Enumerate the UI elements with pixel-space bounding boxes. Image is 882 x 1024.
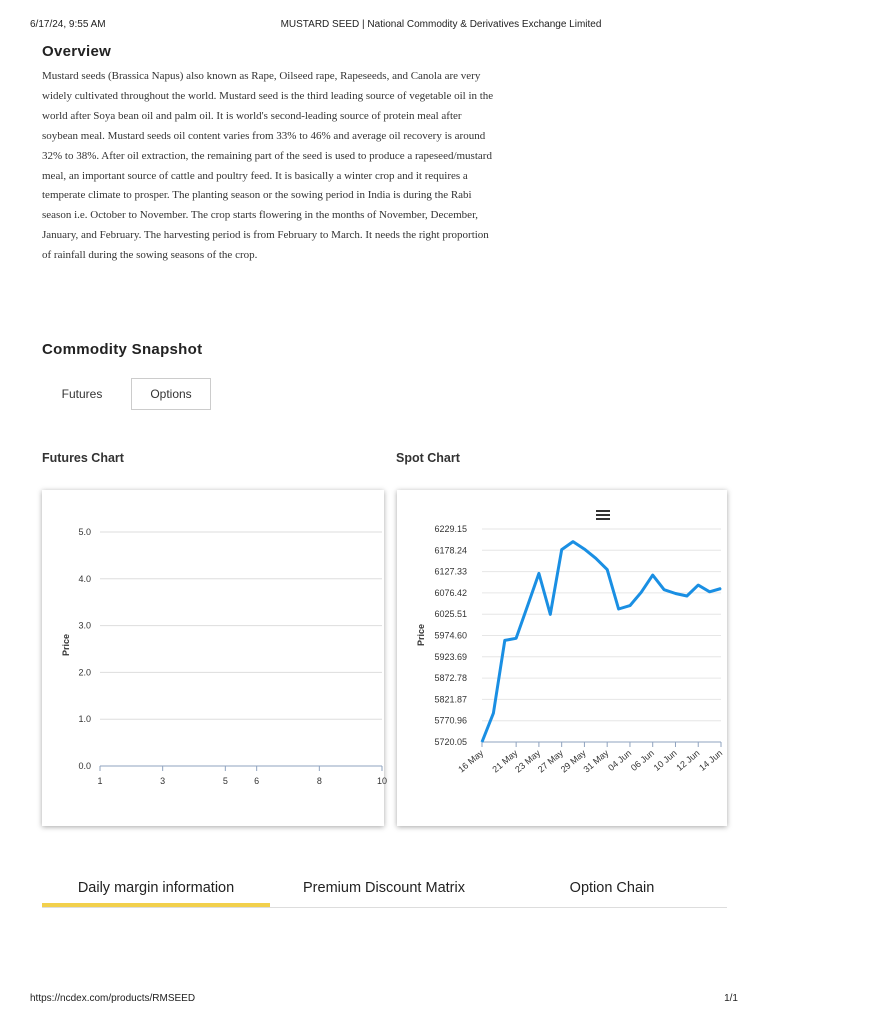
data-point — [607, 569, 608, 570]
x-tick-label: 12 Jun — [674, 747, 702, 773]
data-point — [584, 549, 585, 550]
data-point — [493, 713, 494, 714]
data-point — [686, 596, 687, 597]
print-page-title: MUSTARD SEED | National Commodity & Derivatives Exchange Limited — [280, 19, 602, 30]
data-point — [698, 585, 699, 586]
data-point — [664, 589, 665, 590]
data-point — [641, 592, 642, 593]
tab-futures[interactable]: Futures — [61, 387, 103, 401]
y-tick-label: 5720.05 — [434, 737, 467, 747]
snapshot-heading: Commodity Snapshot — [42, 341, 203, 358]
data-point — [652, 575, 653, 576]
x-tick-label: 5 — [222, 776, 228, 786]
tab-option-chain[interactable]: Option Chain — [569, 880, 655, 896]
y-axis-title: Price — [416, 623, 426, 647]
data-point — [550, 614, 551, 615]
print-datetime: 6/17/24, 9:55 AM — [30, 19, 106, 30]
data-point — [538, 573, 539, 574]
y-tick-label: 5872.78 — [434, 673, 467, 684]
tab-divider — [42, 907, 727, 908]
data-point — [629, 605, 630, 606]
spot-chart-heading: Spot Chart — [396, 451, 460, 465]
data-point — [595, 558, 596, 559]
data-point — [516, 638, 517, 639]
futures-chart-card — [42, 490, 388, 826]
x-tick-label: 16 May — [456, 747, 486, 775]
x-tick-label: 14 Jun — [697, 747, 725, 773]
data-point — [482, 742, 483, 743]
print-header — [0, 19, 768, 33]
x-tick-label: 10 Jun — [651, 747, 679, 773]
y-tick-label: 1.0 — [78, 714, 91, 725]
x-tick-label: 04 Jun — [606, 747, 634, 773]
x-tick-label: 6 — [254, 776, 260, 786]
x-tick-label: 31 May — [581, 747, 611, 775]
y-tick-label: 5821.87 — [434, 694, 467, 705]
spot-chart-card — [397, 490, 727, 826]
y-tick-label: 6127.33 — [434, 566, 467, 577]
y-tick-label: 5974.60 — [434, 630, 467, 641]
tab-premium-discount-matrix[interactable]: Premium Discount Matrix — [303, 880, 465, 896]
y-axis-title: Price — [61, 633, 71, 657]
y-tick-label: 6178.24 — [434, 545, 467, 556]
y-tick-label: 3.0 — [78, 620, 91, 631]
overview-body: Mustard seeds (Brassica Napus) also known as Rape, Oilseed rape, Rapeseeds, and Canola are very widely cultivated throughout the world. Mustard seed is the third leading source of vegetable oil in the world after Soya bean oil and palm oil. It is world's second-leading source of protein meal after soybean meal. Mustard seeds oil content varies from 33% to 46% and average oil recovery is around 32% to 38%. After oil extraction, the remaining part of the seed is used to produce a rapeseed/mustard meal, an important source of cattle and poultry feed. It is basically a winter crop and it requires a temperate climate to prosper. The planting season or the sowing period in India is during the Rabi season i.e. October to November. The crop starts flowering in the months of November, December, January, and February. The harvesting period is from February to March. It needs the right proportion of rainfall during the sowing seasons of the crop. — [42, 70, 494, 262]
y-tick-label: 6076.42 — [434, 587, 467, 598]
data-point — [709, 591, 710, 592]
y-tick-label: 6025.51 — [434, 609, 467, 620]
x-tick-label: 21 May — [490, 747, 520, 775]
x-tick-label: 23 May — [513, 747, 543, 775]
data-point — [721, 588, 722, 589]
overview-heading: Overview — [42, 43, 112, 60]
x-tick-label: 06 Jun — [628, 747, 656, 773]
x-tick-label: 27 May — [535, 747, 565, 775]
print-page-number: 1/1 — [724, 993, 738, 1004]
data-point — [573, 541, 574, 542]
futures-chart — [42, 490, 388, 826]
x-tick-label: 29 May — [558, 747, 588, 775]
tab-daily-margin-information[interactable]: Daily margin information — [77, 880, 235, 896]
data-point — [675, 593, 676, 594]
menu-icon[interactable] — [596, 510, 610, 522]
data-point — [527, 606, 528, 607]
y-tick-label: 2.0 — [78, 667, 91, 678]
y-tick-label: 5.0 — [78, 527, 91, 537]
x-tick-label: 3 — [160, 776, 166, 786]
x-tick-label: 10 — [376, 776, 388, 786]
x-tick-label: 8 — [316, 776, 322, 786]
tab-options[interactable]: Options — [131, 378, 211, 410]
data-point — [504, 640, 505, 641]
spot-chart — [397, 490, 727, 826]
print-url: https://ncdex.com/products/RMSEED — [30, 993, 196, 1004]
futures-chart-heading: Futures Chart — [42, 451, 124, 465]
data-point — [561, 549, 562, 550]
y-tick-label: 5923.69 — [434, 651, 467, 662]
y-tick-label: 0.0 — [78, 761, 91, 771]
data-point — [618, 608, 619, 609]
y-tick-label: 5770.96 — [434, 715, 467, 726]
y-tick-label: 6229.15 — [434, 524, 467, 534]
x-tick-label: 1 — [97, 776, 103, 786]
y-tick-label: 4.0 — [78, 573, 91, 584]
